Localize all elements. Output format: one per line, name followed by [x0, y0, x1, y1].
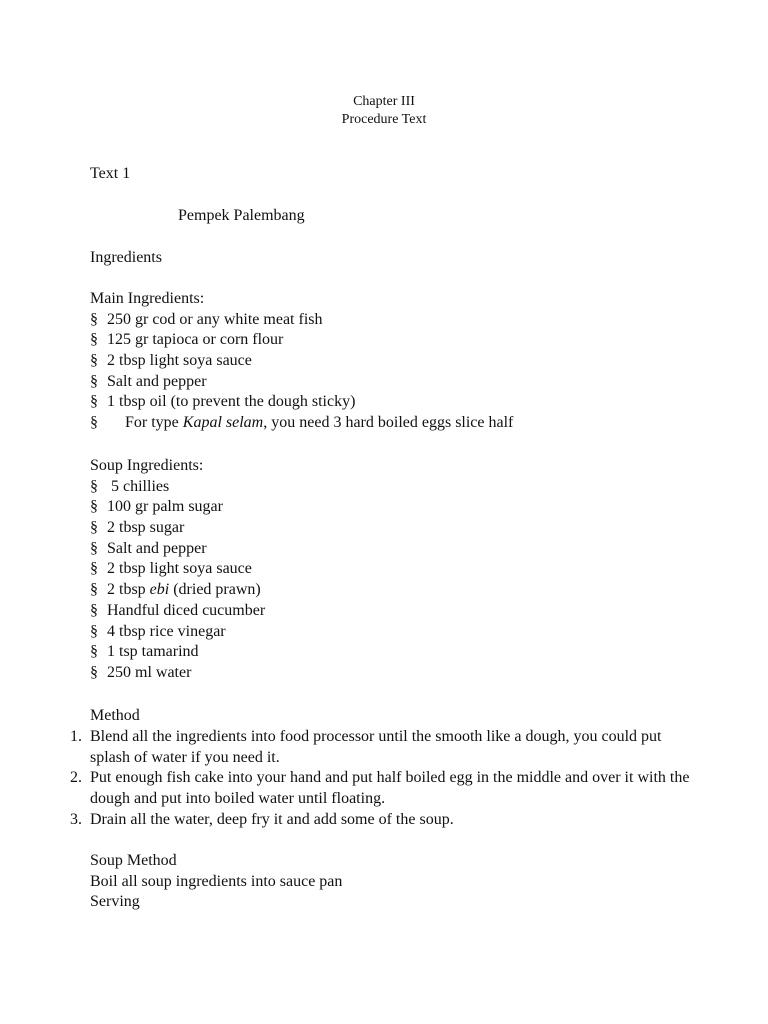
bullet-icon: §	[90, 352, 98, 370]
soup-method-text: Boil all soup ingredients into sauce pan	[90, 872, 343, 890]
soup-ingredients-section	[90, 456, 265, 684]
step-text: Drain all the water, deep fry it and add some of the soup.	[90, 810, 454, 828]
bullet-icon: §	[90, 414, 98, 432]
main-ingredients-section	[90, 289, 513, 434]
bullet-icon: §	[90, 622, 98, 640]
list-item	[90, 663, 265, 684]
list-item	[90, 580, 265, 601]
soup-method-heading: Soup Method	[90, 852, 177, 869]
bullet-icon: §	[90, 310, 98, 328]
list-item	[90, 622, 265, 643]
soup-method-section	[90, 851, 342, 913]
kapal-after: , you need 3 hard boiled eggs slice half	[263, 414, 514, 432]
list-item-text: 125 gr tapioca or corn flour	[107, 331, 284, 349]
list-item-text: 2 tbsp sugar	[107, 519, 185, 537]
method-steps	[70, 727, 690, 831]
bullet-icon: §	[90, 331, 98, 349]
list-item-text: 4 tbsp rice vinegar	[107, 622, 226, 640]
bullet-icon: §	[90, 519, 98, 537]
bullet-icon: §	[90, 560, 98, 578]
soup-ingredients-list-continued	[90, 601, 265, 684]
list-item-text: 100 gr palm sugar	[107, 498, 223, 516]
chapter-subtitle: Procedure Text	[341, 112, 427, 127]
list-item	[90, 413, 513, 434]
chapter-header	[0, 93, 768, 129]
ebi-after: (dried prawn)	[169, 581, 261, 599]
list-item	[90, 642, 265, 663]
soup-ingredients-list	[90, 477, 265, 580]
list-item	[90, 392, 513, 413]
list-item-text: Handful diced cucumber	[107, 601, 266, 619]
step-text: Put enough fish cake into your hand and put half boiled egg in the middle and over it with the dough and put into boiled water until floating.	[90, 769, 690, 808]
main-ingredients-heading: Main Ingredients:	[90, 290, 205, 307]
list-item	[90, 372, 513, 393]
bullet-icon: §	[90, 372, 98, 390]
step-text: Blend all the ingredients into food processor until the smooth like a dough, you could put splash of water if you need it.	[90, 728, 662, 766]
list-item	[90, 330, 513, 351]
ingredients-heading: Ingredients	[90, 249, 162, 266]
list-item-text: 2 tbsp light soya sauce	[107, 352, 252, 370]
list-item	[90, 518, 265, 539]
list-item-text: 250 gr cod or any white meat fish	[107, 310, 323, 328]
method-step	[70, 810, 690, 831]
list-item-text: Salt and pepper	[107, 372, 207, 390]
list-item	[90, 601, 265, 622]
list-item-text: Salt and pepper	[107, 539, 207, 557]
serving-heading: Serving	[90, 893, 140, 911]
bullet-icon: §	[90, 393, 98, 411]
list-item	[90, 310, 513, 331]
method-step	[70, 768, 690, 809]
bullet-icon: §	[90, 477, 98, 495]
bullet-icon: §	[90, 663, 98, 681]
chapter-title: Chapter III	[353, 94, 415, 109]
main-ingredients-list	[90, 310, 513, 413]
list-item	[90, 497, 265, 518]
ebi-italic: ebi	[149, 581, 170, 599]
list-item	[90, 559, 265, 580]
step-number: 2.	[70, 769, 82, 787]
soup-ingredients-heading: Soup Ingredients:	[90, 457, 204, 474]
list-item-text: 2 tbsp light soya sauce	[107, 560, 252, 578]
bullet-icon: §	[90, 498, 98, 516]
list-item	[90, 477, 265, 498]
list-item-text: 5 chillies	[111, 477, 170, 495]
list-item	[90, 351, 513, 372]
ebi-before: 2 tbsp	[107, 581, 150, 599]
method-step	[70, 727, 690, 768]
bullet-icon: §	[90, 601, 98, 619]
list-item-text: 250 ml water	[107, 663, 192, 681]
recipe-title: Pempek Palembang	[178, 207, 305, 224]
text-label: Text 1	[90, 165, 131, 182]
kapal-before: For type	[125, 414, 183, 432]
step-number: 3.	[70, 810, 82, 828]
list-item-text: 1 tsp tamarind	[107, 643, 199, 661]
bullet-icon: §	[90, 539, 98, 557]
list-item-text: 1 tbsp oil (to prevent the dough sticky)	[107, 393, 356, 411]
method-heading: Method	[90, 707, 140, 724]
step-number: 1.	[70, 728, 82, 745]
bullet-icon: §	[90, 643, 98, 661]
kapal-italic: Kapal selam	[182, 414, 264, 432]
list-item	[90, 539, 265, 560]
bullet-icon: §	[90, 581, 98, 599]
